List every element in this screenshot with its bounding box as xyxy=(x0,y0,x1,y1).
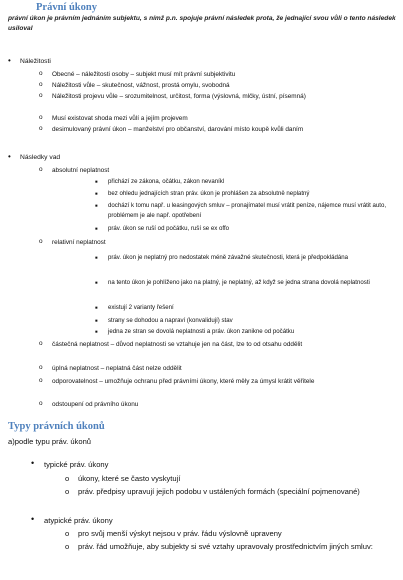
typicke-item-2: o práv. předpisy upravují jejich podobu v ustálených formách (speciální pojmenované) xyxy=(78,486,378,499)
atypicke-item-1: o pro svůj menší výskyt nejsou v práv. řádu výslovně upraveny xyxy=(78,528,378,541)
nalezitosti-item-3: o Náležitosti projevu vůle – srozumitelnost, určitost, forma (výslovná, mlčky, ústní, písemná) xyxy=(52,92,392,102)
nalezitosti-item-1: o Obecné – náležitosti osoby – subjekt musí mít právní subjektivitu xyxy=(52,70,392,80)
bullet-nasledky-vad: • Následky vad xyxy=(20,153,390,163)
nalezitosti-item-4: o Musí existovat shoda mezi vůlí a jejím projevem xyxy=(52,114,392,124)
odporovatelnost: o odporovatelnost – umožňuje ochranu před právními úkony, které měly za úmysl krátit věřitele xyxy=(52,377,392,387)
bullet-nalezitosti: • Náležitosti xyxy=(20,57,390,67)
atypicke-item-2: o práv. řád umožňuje, aby subjekty si své vztahy upravovaly prostřednictvím jiných smluv: xyxy=(78,541,378,554)
relativni-item-2: ■ na tento úkon je pohlíženo jako na platný, je neplatný, až když se jedna strana dovolá neplatnosti xyxy=(108,278,398,288)
relativni-item-3: ■ existují 2 varianty řešení xyxy=(108,303,398,313)
typicke-item-1: o úkony, které se často vyskytují xyxy=(78,473,378,486)
heading-pravni-ukony: Právní úkony xyxy=(36,2,97,13)
uplna-neplatnost: o úplná neplatnost – neplatná část nelze oddělit xyxy=(52,364,392,374)
absolutni-item-4: ■ práv. úkon se ruší od počátku, ruší se ex offo xyxy=(108,224,398,234)
intro-paragraph: právní úkon je právním jednáním subjektu, s nímž p.n. spojuje právní následek prota, že jednající svou vůli o tento následek usiloval xyxy=(8,15,396,32)
odstoupeni: o odstoupení od právního úkonu xyxy=(52,400,392,410)
bullet-typicke: • typické práv. úkony xyxy=(44,459,384,470)
relativni-item-1: ■ práv. úkon je neplatný pro nedostatek méně závažné skutečnosti, která je předpokládána xyxy=(108,253,398,263)
castecna-neplatnost: o částečná neplatnost – důvod neplatnosti se vztahuje jen na část, lze to od otsahu oddělit xyxy=(52,340,392,350)
absolutni-item-3: ■ dochází k tomu např. u leasingových smluv – pronajímatel musí vrátit peníze, nájemce musí vrátit auto, problémem je ale např. opotřebení xyxy=(108,201,398,221)
absolutni-item-2: ■ bez ohledu jednajících stran práv. úkon je prohlášen za absolutně neplatný xyxy=(108,189,398,199)
absolutni-item-1: ■ přichází ze zákona, očátku, zákon nevaníkl xyxy=(108,177,398,187)
absolutni-neplatnost: o absolutní neplatnost xyxy=(52,166,392,176)
heading-typy-pravnich-ukonu: Typy právních úkonů xyxy=(8,421,105,432)
bullet-atypicke: • atypické práv. úkony xyxy=(44,515,384,526)
relativni-item-5: ■ jedna ze stran se dovolá neplatnosti a práv. úkon zanikne od počátku xyxy=(108,327,398,337)
relativni-neplatnost: o relativní neplatnost xyxy=(52,238,392,248)
typy-subheading: a)podle typu práv. úkonů xyxy=(8,437,92,446)
nalezitosti-item-5: o desimulovaný právní úkon – manželství pro občanství, darování místo koupě kvůli daním xyxy=(52,125,392,135)
nalezitosti-item-2: o Náležitosti vůle – skutečnost, vážnost, prostá omylu, svobodná xyxy=(52,81,392,91)
relativni-item-4: ■ strany se dohodou a napraví (konvalidují) stav xyxy=(108,316,398,326)
